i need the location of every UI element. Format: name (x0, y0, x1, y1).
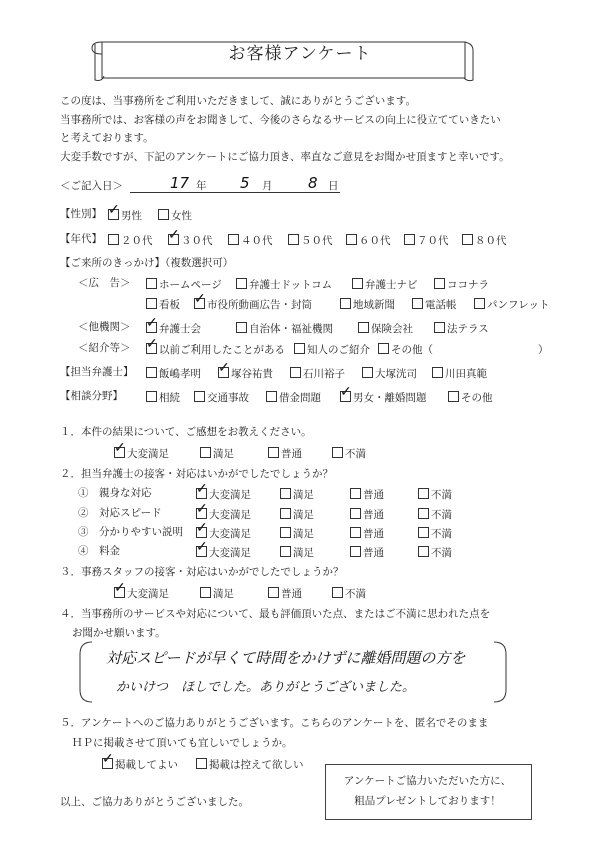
checkbox-icon[interactable] (196, 488, 207, 499)
q1-option[interactable] (200, 447, 234, 460)
q2-option[interactable] (280, 527, 314, 540)
checkbox-icon[interactable] (280, 488, 291, 499)
option-label: 弁護士ナビ (365, 279, 418, 291)
q2-option[interactable] (196, 527, 251, 540)
q1-option[interactable] (268, 447, 302, 460)
ad-label: ＜広 告＞ (78, 277, 131, 289)
checkbox-icon[interactable] (146, 322, 157, 333)
option-label: 川田真範 (445, 368, 487, 380)
checkbox-icon[interactable] (432, 367, 443, 378)
date-year-value[interactable]: 17 (170, 174, 190, 192)
lawyer-label: 【担当弁護士】 (60, 366, 134, 378)
field-option[interactable] (146, 391, 180, 404)
checkbox-icon[interactable] (350, 527, 361, 538)
option-label: 不満 (431, 547, 452, 559)
checkbox-icon[interactable] (146, 298, 157, 309)
option-label: ７０代 (417, 235, 449, 247)
q2-option[interactable] (418, 508, 452, 521)
gender-label: 【性別】 (60, 208, 102, 220)
field-option[interactable] (340, 391, 427, 404)
option-label: 満足 (293, 489, 314, 501)
option-label: 不満 (431, 528, 452, 540)
checkbox-icon[interactable] (448, 391, 459, 402)
option-label: 大変満足 (127, 588, 169, 600)
checkbox-icon[interactable] (350, 546, 361, 557)
q1-option[interactable] (332, 447, 366, 460)
q1-option[interactable] (114, 447, 169, 460)
gender-option-male[interactable] (108, 209, 142, 222)
q2-option[interactable] (280, 508, 314, 521)
checkbox-icon[interactable] (218, 367, 229, 378)
option-label: パンフレット (487, 299, 550, 311)
checkbox-icon[interactable] (358, 322, 369, 333)
checkbox-icon[interactable] (280, 508, 291, 519)
option-label: 保険会社 (371, 323, 413, 335)
checkbox-icon[interactable] (352, 278, 363, 289)
option-label: 自治体・福祉機関 (249, 323, 333, 335)
org-label: ＜他機関＞ (78, 321, 131, 333)
lawyer-option[interactable] (218, 367, 273, 380)
ad-option[interactable] (146, 298, 180, 311)
q5-option[interactable] (196, 758, 304, 771)
checkbox-icon[interactable] (108, 234, 119, 245)
ad-option[interactable] (412, 298, 457, 311)
q3-option[interactable] (114, 587, 169, 600)
checkbox-icon[interactable] (462, 234, 473, 245)
checkbox-icon[interactable] (196, 546, 207, 557)
checkbox-icon[interactable] (288, 234, 299, 245)
checkbox-icon[interactable] (200, 587, 211, 598)
checkbox-icon[interactable] (146, 343, 157, 354)
option-label: 掲載してよい (115, 759, 178, 771)
checkbox-icon[interactable] (418, 508, 429, 519)
ref-option[interactable] (294, 343, 370, 356)
option-label: ６０代 (359, 235, 391, 247)
checkbox-icon[interactable] (346, 234, 357, 245)
checkbox-icon[interactable] (194, 391, 205, 402)
lawyer-option[interactable] (432, 367, 487, 380)
intro-line-1: この度は、当事務所をご利用いただきまして、誠にありがとうございます。 (60, 95, 416, 107)
q2-option[interactable] (196, 488, 251, 501)
field-option[interactable] (194, 391, 249, 404)
option-label: 満足 (293, 547, 314, 559)
option-label: 相続 (159, 392, 180, 404)
option-label: 飯嶋孝明 (159, 368, 201, 380)
q2-option[interactable] (196, 546, 251, 559)
option-label: 満足 (213, 448, 234, 460)
q2-option[interactable] (418, 546, 452, 559)
option-label: その他（ ） (391, 344, 549, 356)
option-label: 男女・離婚問題 (353, 392, 427, 404)
option-label: 大変満足 (127, 448, 169, 460)
q2-option[interactable] (196, 508, 251, 521)
gender-option-female[interactable] (158, 209, 192, 222)
q5-text-line-1: ５．アンケートへのご協力ありがとうございます。こちらのアンケートを、匿名でそのまま (60, 717, 489, 729)
q2-option[interactable] (280, 546, 314, 559)
checkbox-icon[interactable] (280, 527, 291, 538)
option-label: ３０代 (181, 235, 213, 247)
checkbox-icon[interactable] (350, 508, 361, 519)
option-label: 大変満足 (209, 528, 251, 540)
option-label: 看板 (159, 299, 180, 311)
option-label: 男性 (121, 210, 142, 222)
lawyer-option[interactable] (146, 367, 201, 380)
option-label: 大変満足 (209, 509, 251, 521)
option-label: 知人のご紹介 (307, 344, 370, 356)
ad-option[interactable] (194, 298, 312, 311)
age-option[interactable] (168, 234, 213, 247)
option-label: 満足 (293, 509, 314, 521)
checkbox-icon[interactable] (196, 508, 207, 519)
intro-line-4: 大変手数ですが、下記のアンケートにご協力頂き、率直なご意見をお聞かせ頂ますと幸いです。 (60, 151, 510, 163)
intro-line-2: 当事務所では、お客様の声をお聞きして、今後のさらなるサービスの向上に役立てていきたい (60, 114, 501, 126)
option-label: 不満 (345, 588, 366, 600)
option-label: 弁護士会 (159, 323, 201, 335)
option-label: 大塚洸司 (375, 368, 417, 380)
q2-option[interactable] (350, 488, 384, 501)
gift-line-2: 粗品プレゼントしております！ (354, 795, 501, 807)
option-label: 塚谷祐貴 (231, 368, 273, 380)
option-label: 不満 (431, 489, 452, 501)
option-label: 電話帳 (425, 299, 457, 311)
gift-box (325, 764, 532, 820)
option-label: 借金問題 (279, 392, 321, 404)
age-option[interactable] (288, 234, 333, 247)
ad-option[interactable] (236, 278, 332, 291)
option-label: 普通 (281, 448, 302, 460)
q3-text: ３．事務スタッフの接客・対応はいかがでしたでしょうか？ (60, 566, 344, 578)
checkbox-icon[interactable] (332, 447, 343, 458)
checkbox-icon[interactable] (236, 278, 247, 289)
ref-option[interactable] (378, 343, 549, 356)
checkbox-icon[interactable] (196, 527, 207, 538)
checkbox-icon[interactable] (418, 488, 429, 499)
option-label: 掲載は控えて欲しい (209, 759, 304, 771)
checkbox-icon[interactable] (268, 447, 279, 458)
checkbox-icon[interactable] (268, 587, 279, 598)
ad-option[interactable] (340, 298, 395, 311)
option-label: 弁護士ドットコム (249, 279, 333, 291)
field-option[interactable] (266, 391, 321, 404)
q3-option[interactable] (200, 587, 234, 600)
date-day-unit: 日 (328, 180, 339, 192)
checkbox-icon[interactable] (146, 278, 157, 289)
option-label: 普通 (363, 547, 384, 559)
checkbox-icon[interactable] (332, 587, 343, 598)
q4-text-line-2: お聞かせ願います。 (72, 627, 166, 639)
field-label: 【相談分野】 (60, 390, 123, 402)
date-month-value[interactable]: 5 (240, 174, 250, 192)
q2-row-label: ① 親身な対応 (78, 487, 152, 499)
closing-text: 以上、ご協力ありがとうございました。 (60, 796, 249, 808)
q2-row-label: ② 対応スピード (78, 507, 162, 519)
org-option[interactable] (434, 322, 489, 335)
ref-option[interactable] (146, 343, 285, 356)
age-option[interactable] (346, 234, 391, 247)
option-label: 満足 (293, 528, 314, 540)
q3-option[interactable] (332, 587, 366, 600)
date-year-unit: 年 (196, 180, 207, 192)
checkbox-icon[interactable] (350, 488, 361, 499)
option-label: 法テラス (447, 323, 489, 335)
checkbox-icon[interactable] (418, 546, 429, 557)
option-label: 不満 (431, 509, 452, 521)
checkbox-icon[interactable] (418, 527, 429, 538)
q2-option[interactable] (350, 546, 384, 559)
checkbox-icon[interactable] (228, 234, 239, 245)
date-month-unit: 月 (262, 180, 273, 192)
date-label: ＜ご記入日＞ (60, 180, 123, 192)
checkbox-icon[interactable] (340, 391, 351, 402)
q2-row-label: ④ 料金 (78, 545, 120, 557)
age-option[interactable] (462, 234, 507, 247)
intro-line-3: と考えております。 (60, 132, 154, 144)
checkbox-icon[interactable] (362, 367, 373, 378)
option-label: ５０代 (301, 235, 333, 247)
age-label: 【年代】 (60, 233, 102, 245)
checkbox-icon[interactable] (434, 322, 445, 333)
option-label: 女性 (171, 210, 192, 222)
lawyer-option[interactable] (290, 367, 345, 380)
lawyer-option[interactable] (362, 367, 417, 380)
option-label: 普通 (281, 588, 302, 600)
checkbox-icon[interactable] (168, 234, 179, 245)
age-option[interactable] (404, 234, 449, 247)
checkbox-icon[interactable] (158, 209, 169, 220)
option-label: 普通 (363, 509, 384, 521)
q2-option[interactable] (280, 488, 314, 501)
option-label: ホームページ (159, 279, 222, 291)
checkbox-icon[interactable] (236, 322, 247, 333)
checkbox-icon[interactable] (474, 298, 485, 309)
checkbox-icon[interactable] (434, 278, 445, 289)
org-option[interactable] (236, 322, 333, 335)
org-option[interactable] (358, 322, 413, 335)
option-label: 大変満足 (209, 547, 251, 559)
checkbox-icon[interactable] (146, 367, 157, 378)
ad-option[interactable] (474, 298, 549, 311)
option-label: 石川裕子 (303, 368, 345, 380)
q2-text: ２．担当弁護士の接客・対応はいかがでしたでしょうか？ (60, 468, 333, 480)
checkbox-icon[interactable] (404, 234, 415, 245)
option-label: 不満 (345, 448, 366, 460)
org-option[interactable] (146, 322, 201, 335)
q5-text-line-2: ＨＰに掲載させて頂いても宜しいでしょうか。 (72, 737, 293, 749)
gift-line-1: アンケートご協力いただいた方に、 (343, 775, 512, 787)
ad-option[interactable] (146, 278, 222, 291)
age-option[interactable] (228, 234, 273, 247)
option-label: 満足 (213, 588, 234, 600)
checkbox-icon[interactable] (194, 298, 205, 309)
option-label: 以前ご利用したことがある (159, 344, 285, 356)
checkbox-icon[interactable] (378, 343, 389, 354)
option-label: ８０代 (475, 235, 507, 247)
option-label: 普通 (363, 489, 384, 501)
option-label: 交通事故 (207, 392, 249, 404)
q2-option[interactable] (350, 508, 384, 521)
option-label: その他 (461, 392, 493, 404)
q2-option[interactable] (350, 527, 384, 540)
option-label: 普通 (363, 528, 384, 540)
checkbox-icon[interactable] (196, 758, 207, 769)
q2-option[interactable] (418, 527, 452, 540)
checkbox-icon[interactable] (294, 343, 305, 354)
option-label: 地域新聞 (353, 299, 395, 311)
option-label: ２０代 (121, 235, 153, 247)
q5-option[interactable] (102, 758, 178, 771)
checkbox-icon[interactable] (114, 447, 125, 458)
checkbox-icon[interactable] (340, 298, 351, 309)
checkbox-icon[interactable] (412, 298, 423, 309)
checkbox-icon[interactable] (146, 391, 157, 402)
ad-option[interactable] (434, 278, 489, 291)
q1-text: １．本件の結果について、ご感想をお教えください。 (60, 426, 312, 438)
checkbox-icon[interactable] (114, 587, 125, 598)
checkbox-icon[interactable] (200, 447, 211, 458)
q2-row-label: ③ 分かりやすい説明 (78, 526, 183, 538)
page-title: お客様アンケート (228, 44, 372, 64)
source-label: 【ご来所のきっかけ】（複数選択可） (60, 257, 234, 269)
q4-text-line-1: ４．当事務所のサービスや対応について、最も評価頂いた点、またはご不満に思われた点を (60, 608, 491, 620)
date-day-value[interactable]: 8 (308, 174, 318, 192)
option-label: 市役所動画広告・封筒 (207, 299, 312, 311)
option-label: 大変満足 (209, 489, 251, 501)
q4-answer-line-2[interactable]: かいけつ ほしでした。ありがとうございました。 (116, 680, 416, 695)
checkbox-icon[interactable] (102, 758, 113, 769)
option-label: ４０代 (241, 235, 273, 247)
q3-option[interactable] (268, 587, 302, 600)
checkbox-icon[interactable] (108, 209, 119, 220)
ad-option[interactable] (352, 278, 418, 291)
checkbox-icon[interactable] (266, 391, 277, 402)
ref-label: ＜紹介等＞ (78, 342, 131, 354)
q4-answer-line-1[interactable]: 対応スピードが早くて時間をかけずに離婚問題の方を (106, 649, 466, 667)
field-option[interactable] (448, 391, 493, 404)
age-option[interactable] (108, 234, 153, 247)
option-label: ココナラ (447, 279, 489, 291)
q2-option[interactable] (418, 488, 452, 501)
checkbox-icon[interactable] (290, 367, 301, 378)
checkbox-icon[interactable] (280, 546, 291, 557)
